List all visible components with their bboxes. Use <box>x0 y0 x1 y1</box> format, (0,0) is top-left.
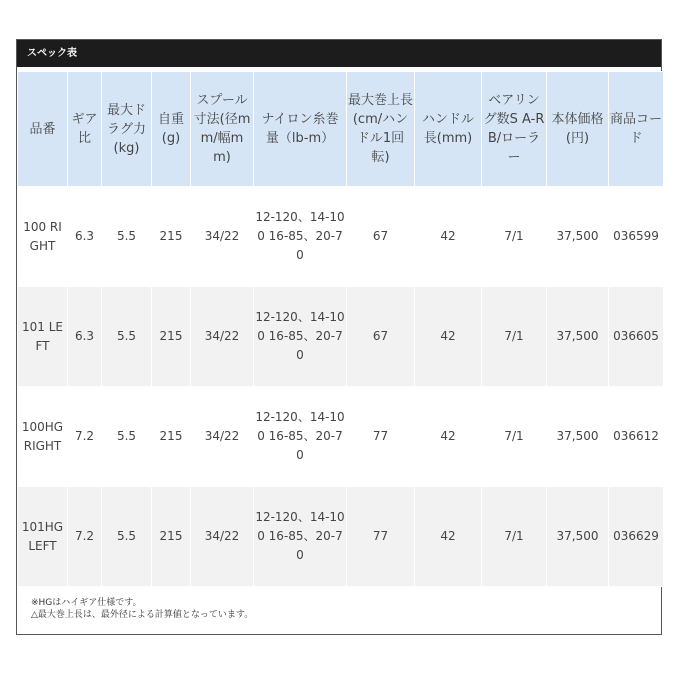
cell-handle-length: 42 <box>415 287 482 387</box>
cell-line-capacity: 12-120、14-100 16-85、20-70 <box>254 487 347 587</box>
cell-bearings: 7/1 <box>482 187 547 287</box>
note-hg: ※HGはハイギア仕様です。 <box>31 598 142 608</box>
spec-title: スペック表 <box>17 40 661 67</box>
spec-table-wrap <box>17 71 661 587</box>
cell-weight: 215 <box>152 187 191 287</box>
cell-bearings: 7/1 <box>482 487 547 587</box>
note-retrieve: △最大巻上長は、最外径による計算値となっています。 <box>31 610 254 620</box>
table-row <box>18 187 664 287</box>
header-row <box>18 72 664 187</box>
cell-gear-ratio: 6.3 <box>68 187 102 287</box>
cell-handle-length: 42 <box>415 387 482 487</box>
cell-bearings: 7/1 <box>482 287 547 387</box>
cell-retrieve: 77 <box>347 487 415 587</box>
cell-gear-ratio: 7.2 <box>68 387 102 487</box>
cell-gear-ratio: 6.3 <box>68 287 102 387</box>
table-row <box>18 487 664 587</box>
header-cell-weight: 自重(g) <box>152 72 191 187</box>
cell-spool-size: 34/22 <box>191 487 254 587</box>
cell-handle-length: 42 <box>415 187 482 287</box>
cell-product-code: 036599 <box>609 187 664 287</box>
cell-price: 37,500 <box>547 487 609 587</box>
cell-spool-size: 34/22 <box>191 387 254 487</box>
cell-handle-length: 42 <box>415 487 482 587</box>
cell-product-code: 036629 <box>609 487 664 587</box>
cell-product-code: 036612 <box>609 387 664 487</box>
table-row <box>18 287 664 387</box>
cell-part-number: 101HG LEFT <box>18 487 68 587</box>
spec-notes <box>31 597 253 621</box>
cell-line-capacity: 12-120、14-100 16-85、20-70 <box>254 187 347 287</box>
cell-max-drag: 5.5 <box>102 287 152 387</box>
table-row <box>18 387 664 487</box>
cell-part-number: 100 RIGHT <box>18 187 68 287</box>
cell-weight: 215 <box>152 487 191 587</box>
cell-weight: 215 <box>152 287 191 387</box>
cell-retrieve: 67 <box>347 187 415 287</box>
cell-part-number: 100HG RIGHT <box>18 387 68 487</box>
header-cell-bearings: ベアリング数S A-RB/ローラー <box>482 72 547 187</box>
cell-retrieve: 77 <box>347 387 415 487</box>
cell-price: 37,500 <box>547 387 609 487</box>
cell-part-number: 101 LEFT <box>18 287 68 387</box>
spec-panel <box>16 39 662 635</box>
cell-line-capacity: 12-120、14-100 16-85、20-70 <box>254 287 347 387</box>
header-cell-spool-size: スプール寸法(径mm/幅mm) <box>191 72 254 187</box>
cell-max-drag: 5.5 <box>102 387 152 487</box>
cell-price: 37,500 <box>547 187 609 287</box>
header-cell-handle-length: ハンドル長(mm) <box>415 72 482 187</box>
header-cell-line-capacity: ナイロン糸巻量（lb-m） <box>254 72 347 187</box>
cell-gear-ratio: 7.2 <box>68 487 102 587</box>
cell-bearings: 7/1 <box>482 387 547 487</box>
cell-weight: 215 <box>152 387 191 487</box>
spec-table <box>17 71 664 587</box>
cell-spool-size: 34/22 <box>191 187 254 287</box>
header-cell-max-drag: 最大ドラグ力(kg) <box>102 72 152 187</box>
cell-price: 37,500 <box>547 287 609 387</box>
cell-line-capacity: 12-120、14-100 16-85、20-70 <box>254 387 347 487</box>
cell-spool-size: 34/22 <box>191 287 254 387</box>
cell-max-drag: 5.5 <box>102 487 152 587</box>
header-cell-gear-ratio: ギア比 <box>68 72 102 187</box>
header-cell-retrieve: 最大巻上長(cm/ハンドル1回転) <box>347 72 415 187</box>
header-cell-price: 本体価格(円) <box>547 72 609 187</box>
header-cell-part-number: 品番 <box>18 72 68 187</box>
header-cell-product-code: 商品コード <box>609 72 664 187</box>
cell-product-code: 036605 <box>609 287 664 387</box>
cell-max-drag: 5.5 <box>102 187 152 287</box>
cell-retrieve: 67 <box>347 287 415 387</box>
